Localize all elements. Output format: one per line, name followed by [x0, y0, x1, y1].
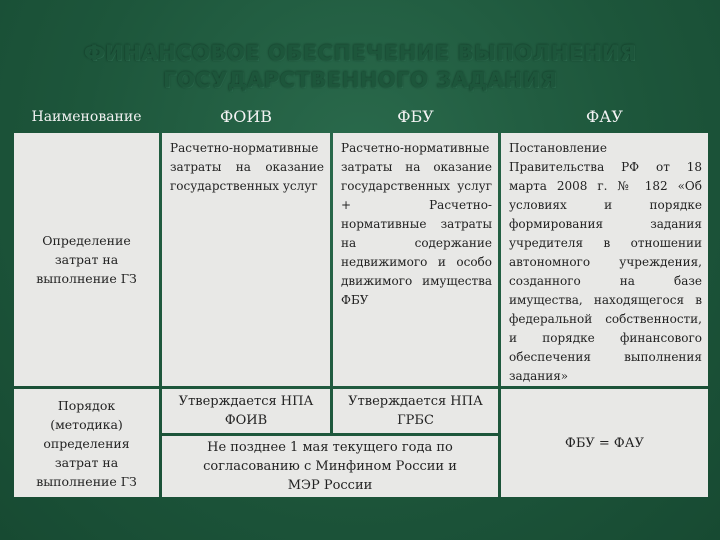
- page-title: [0, 40, 720, 94]
- title-line-2: ГОСУДАРСТВЕННОГО ЗАДАНИЯ: [162, 68, 558, 92]
- header-fau: ФАУ: [586, 107, 623, 126]
- row-label-text: Определение затрат на выполнение ГЗ: [36, 233, 137, 286]
- cell-foiv-costs: Расчетно-нормативные затраты на оказание государственных услуг: [162, 133, 330, 386]
- row-label-method: [14, 389, 159, 497]
- foiv-approval-text: Утверждается НПА ФОИВ: [178, 394, 314, 428]
- row-label-text: Порядок (методика) определения затрат на выполнение ГЗ: [36, 397, 137, 489]
- title-line-1: ФИНАНСОВОЕ ОБЕСПЕЧЕНИЕ ВЫПОЛНЕНИЯ: [83, 41, 637, 65]
- cell-fbu-approval: [333, 389, 498, 433]
- fbu-approval-text: Утверждается НПА ГРБС: [348, 394, 483, 428]
- header-foiv: ФОИВ: [219, 107, 273, 126]
- header-fbu: ФБУ: [397, 107, 434, 126]
- deadline-text: Не позднее 1 мая текущего года по согласованию с Минфином России и МЭР России: [203, 440, 457, 493]
- cell-deadline-merged: [162, 436, 498, 497]
- cell-fbu-costs: Расчетно-нормативные затраты на оказание государственных услуг + Расчетно-нормативные затраты на содержание недвижимого и особо движимого имущества ФБУ: [333, 133, 498, 386]
- header-name: Наименование: [31, 109, 142, 125]
- row-label-cost-determination: [14, 133, 159, 386]
- cell-fau-equals: [501, 389, 708, 497]
- fau-equals-text: ФБУ = ФАУ: [565, 435, 644, 451]
- cell-foiv-approval: [162, 389, 330, 433]
- cell-fau-costs: Постановление Правительства РФ от 18 марта 2008 г. № 182 «Об условиях и порядке формирования задания учредителя в отношении автономного учреждения, созданного на базе имущества, находящегося в федеральной собственности, и порядке финансового обеспечения выполнения задания»: [501, 133, 708, 386]
